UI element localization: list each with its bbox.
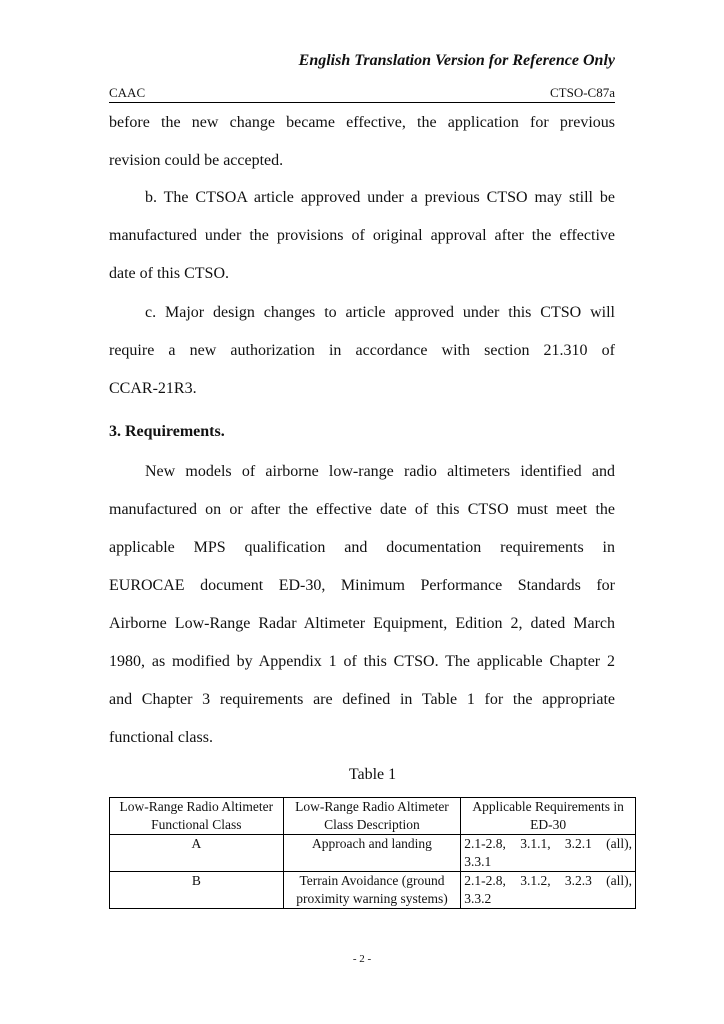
page-number: - 2 - [352,953,372,965]
text-line: New models of airborne low-range radio altimeters identified and [145,463,615,480]
text-line: revision could be accepted. [109,152,284,169]
header-right: CTSO-C87a [550,85,615,100]
text-line: manufactured under the provisions of original approval after the effective [109,227,615,244]
table-header-cell: Low-Range Radio Altimeter Class Description [283,798,461,835]
paragraph-continuation [109,104,615,180]
paragraph-b [109,179,615,293]
text-line: EUROCAE document ED-30, Minimum Performance Standards for [109,577,615,594]
table-caption: Table 1 [348,766,397,783]
text-line: c. Major design changes to article approved under this CTSO will [145,304,615,321]
section-heading: 3. Requirements. [109,423,225,440]
text-line: manufactured on or after the effective date of this CTSO must meet the [109,501,615,518]
running-header [109,85,615,103]
table-cell: 2.1-2.8, 3.1.2, 3.2.3 (all), 3.3.2 [461,872,636,909]
text-line: date of this CTSO. [109,265,229,282]
table-cell: Approach and landing [283,835,461,872]
text-line: functional class. [109,729,213,746]
table-row [110,872,636,909]
text-line: before the new change became effective, the application for previous [109,114,615,131]
text-line: require a new authorization in accordance with section 21.310 of [109,342,615,359]
table-cell: 2.1-2.8, 3.1.1, 3.2.1 (all), 3.3.1 [461,835,636,872]
paragraph-c [109,294,615,408]
requirements-paragraph [109,453,615,757]
table-cell: B [110,872,284,909]
table-header-row [110,798,636,835]
table-row [110,835,636,872]
text-line: and Chapter 3 requirements are defined in Table 1 for the appropriate [109,691,615,708]
table-header-cell: Applicable Requirements in ED-30 [461,798,636,835]
requirements-table [109,797,636,909]
table-cell: Terrain Avoidance (ground proximity warning systems) [283,872,461,909]
text-line: applicable MPS qualification and documentation requirements in [109,539,615,556]
text-line: b. The CTSOA article approved under a previous CTSO may still be [145,189,615,206]
table-cell: A [110,835,284,872]
table-header-cell: Low-Range Radio Altimeter Functional Class [110,798,284,835]
text-line: Airborne Low-Range Radar Altimeter Equipment, Edition 2, dated March [109,615,615,632]
header-left: CAAC [109,85,146,100]
document-header-title: English Translation Version for Reference Only [298,52,615,69]
text-line: 1980, as modified by Appendix 1 of this CTSO. The applicable Chapter 2 [109,653,615,670]
text-line: CCAR-21R3. [109,380,197,397]
